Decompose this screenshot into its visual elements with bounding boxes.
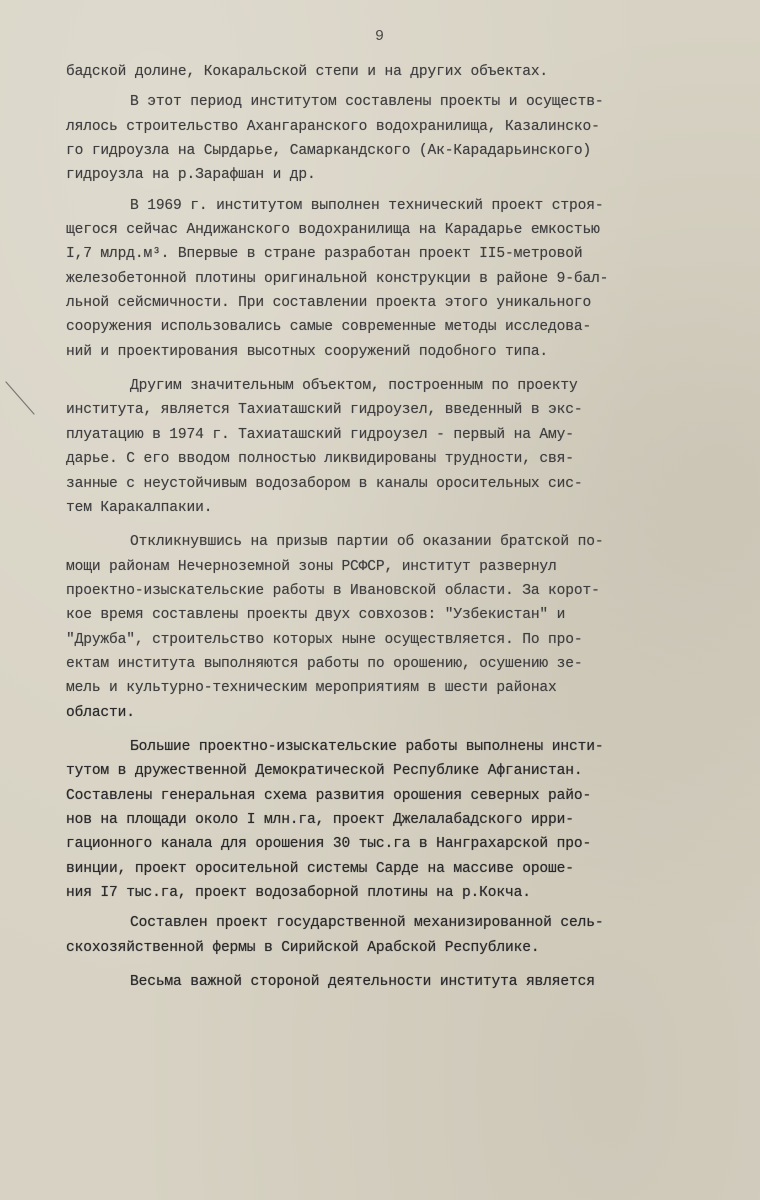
- text-line: сооружения использовались самые современные методы исследова-: [66, 319, 592, 336]
- text-line: тем Каракалпакии.: [66, 499, 213, 516]
- text-line: скохозяйственной фермы в Сирийской Арабской Республике.: [66, 939, 540, 956]
- text-line: плуатацию в 1974 г. Тахиаташский гидроузел - первый на Аму-: [66, 426, 574, 443]
- text-line: Большие проектно-изыскательские работы выполнены инсти-: [130, 738, 604, 755]
- text-line: Откликнувшись на призыв партии об оказании братской по-: [130, 534, 604, 551]
- text-line: ний и проектирования высотных сооружений подобного типа.: [66, 343, 549, 360]
- text-line: тутом в дружественной Демократической Республике Афганистан.: [66, 763, 583, 780]
- text-line: I,7 млрд.м³. Впервые в стране разработан проект II5-метровой: [66, 246, 583, 263]
- text-line: области.: [66, 704, 135, 721]
- text-line: щегося сейчас Андижанского водохранилища на Карадарье емкостью: [66, 222, 600, 239]
- text-line: проектно-изыскательские работы в Ивановской области. За корот-: [66, 582, 600, 599]
- text-line: нов на площади около I млн.га, проект Джелалабадского ирри-: [66, 811, 574, 828]
- text-line: мель и культурно-техническим мероприятиям в шести районах: [66, 680, 557, 697]
- text-line: Другим значительным объектом, построенным по проекту: [130, 378, 578, 395]
- text-line: льной сейсмичности. При составлении проекта этого уникального: [66, 295, 592, 312]
- text-line: ектам института выполняются работы по орошению, осушению зе-: [66, 655, 583, 672]
- text-line: Составлены генеральная схема развития орошения северных райо-: [66, 787, 592, 804]
- text-line: института, является Тахиаташский гидроузел, введенный в экс-: [66, 402, 583, 419]
- text-line: железобетонной плотины оригинальной конструкции в районе 9-бал-: [66, 270, 609, 287]
- text-line: бадской долине, Кокаральской степи и на других объектах.: [66, 64, 549, 80]
- page-number: 9: [374, 28, 385, 45]
- text-line: Составлен проект государственной механизированной сель-: [130, 915, 604, 932]
- typed-text-body: [66, 60, 706, 994]
- text-line: кое время составлены проекты двух совхозов: "Узбекистан" и: [66, 607, 566, 624]
- text-line: винции, проект оросительной системы Сарде на массиве ороше-: [66, 860, 574, 877]
- text-line: Весьма важной стороной деятельности института является: [130, 974, 595, 991]
- text-line: лялось строительство Ахангаранского водохранилища, Казалинско-: [66, 118, 600, 135]
- text-line: мощи районам Нечерноземной зоны РСФСР, институт развернул: [66, 558, 557, 575]
- text-line: гационного канала для орошения 30 тыс.га в Нанграхарской про-: [66, 836, 592, 853]
- text-line: гидроузла на р.Зарафшан и др.: [66, 167, 316, 184]
- text-line: ния I7 тыс.га, проект водозаборной плотины на р.Кокча.: [66, 885, 531, 901]
- text-line: занные с неустойчивым водозабором в каналы оросительных сис-: [66, 475, 583, 492]
- text-line: го гидроузла на Сырдарье, Самаркандского (Ак-Карадарьинского): [66, 143, 592, 160]
- text-line: дарье. С его вводом полностью ликвидированы трудности, свя-: [66, 451, 574, 468]
- text-line: "Дружба", строительство которых ныне осуществляется. По про-: [66, 631, 583, 648]
- text-line: В 1969 г. институтом выполнен технический проект строя-: [130, 197, 604, 214]
- text-line: В этот период институтом составлены проекты и осуществ-: [130, 94, 604, 111]
- margin-pencil-mark: [4, 380, 44, 420]
